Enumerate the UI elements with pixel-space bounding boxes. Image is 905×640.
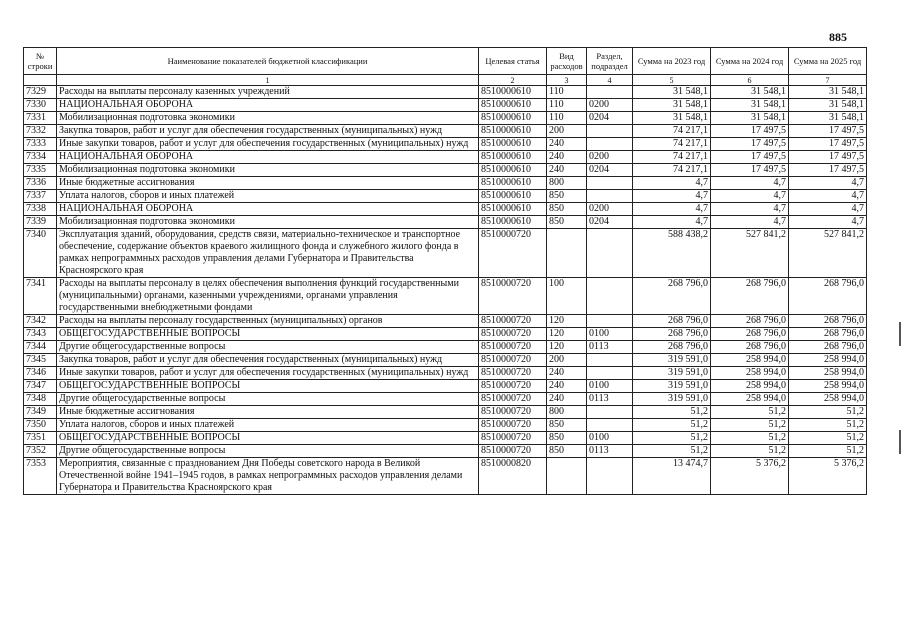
indicator-name: ОБЩЕГОСУДАРСТВЕННЫЕ ВОПРОСЫ <box>57 328 479 341</box>
amount-2025: 268 796,0 <box>789 328 867 341</box>
amount-2024: 5 376,2 <box>711 458 789 495</box>
target-article: 8510000610 <box>479 190 547 203</box>
table-row <box>24 445 867 458</box>
amount-2024: 31 548,1 <box>711 112 789 125</box>
row-number: 7341 <box>24 278 57 315</box>
amount-2024: 258 994,0 <box>711 367 789 380</box>
expense-type: 850 <box>547 190 587 203</box>
target-article: 8510000720 <box>479 380 547 393</box>
indicator-name: Иные закупки товаров, работ и услуг для обеспечения государственных (муниципальных) нужд <box>57 138 479 151</box>
amount-2024: 268 796,0 <box>711 278 789 315</box>
table-row <box>24 203 867 216</box>
row-number: 7335 <box>24 164 57 177</box>
row-number: 7353 <box>24 458 57 495</box>
section-code: 0200 <box>587 99 633 112</box>
amount-2025: 31 548,1 <box>789 86 867 99</box>
expense-type: 120 <box>547 328 587 341</box>
column-number: 4 <box>587 75 633 86</box>
table-body <box>24 86 867 495</box>
row-number: 7336 <box>24 177 57 190</box>
expense-type: 240 <box>547 138 587 151</box>
expense-type: 800 <box>547 177 587 190</box>
section-code <box>587 315 633 328</box>
amount-2025: 31 548,1 <box>789 99 867 112</box>
row-number: 7343 <box>24 328 57 341</box>
table-row <box>24 125 867 138</box>
row-number: 7346 <box>24 367 57 380</box>
amount-2023: 319 591,0 <box>633 393 711 406</box>
table-row <box>24 190 867 203</box>
section-code: 0100 <box>587 432 633 445</box>
amount-2024: 258 994,0 <box>711 354 789 367</box>
table-row <box>24 112 867 125</box>
section-code: 0100 <box>587 328 633 341</box>
row-number: 7349 <box>24 406 57 419</box>
target-article: 8510000720 <box>479 432 547 445</box>
amount-2024: 51,2 <box>711 406 789 419</box>
target-article: 8510000720 <box>479 406 547 419</box>
table-row <box>24 315 867 328</box>
indicator-name: Мобилизационная подготовка экономики <box>57 216 479 229</box>
amount-2023: 74 217,1 <box>633 138 711 151</box>
indicator-name: Закупка товаров, работ и услуг для обеспечения государственных (муниципальных) нужд <box>57 354 479 367</box>
row-number: 7334 <box>24 151 57 164</box>
section-code <box>587 190 633 203</box>
target-article: 8510000610 <box>479 216 547 229</box>
amount-2025: 527 841,2 <box>789 229 867 278</box>
section-code <box>587 458 633 495</box>
table-row <box>24 229 867 278</box>
section-code: 0204 <box>587 216 633 229</box>
indicator-name: Другие общегосударственные вопросы <box>57 341 479 354</box>
expense-type <box>547 458 587 495</box>
header-section: Раздел, подраздел <box>587 48 633 75</box>
amount-2025: 51,2 <box>789 432 867 445</box>
amount-2023: 31 548,1 <box>633 86 711 99</box>
expense-type: 120 <box>547 341 587 354</box>
amount-2024: 4,7 <box>711 216 789 229</box>
amount-2025: 4,7 <box>789 177 867 190</box>
section-code <box>587 229 633 278</box>
expense-type: 110 <box>547 112 587 125</box>
target-article: 8510000820 <box>479 458 547 495</box>
table-row <box>24 216 867 229</box>
indicator-name: Другие общегосударственные вопросы <box>57 445 479 458</box>
expense-type: 240 <box>547 164 587 177</box>
header-2024: Сумма на 2024 год <box>711 48 789 75</box>
table-row <box>24 419 867 432</box>
header-2023: Сумма на 2023 год <box>633 48 711 75</box>
column-number: 6 <box>711 75 789 86</box>
indicator-name: Мобилизационная подготовка экономики <box>57 112 479 125</box>
row-number: 7350 <box>24 419 57 432</box>
amount-2025: 51,2 <box>789 419 867 432</box>
table-row <box>24 432 867 445</box>
section-code <box>587 86 633 99</box>
row-number: 7339 <box>24 216 57 229</box>
expense-type: 240 <box>547 151 587 164</box>
table-row <box>24 138 867 151</box>
amount-2023: 13 474,7 <box>633 458 711 495</box>
expense-type: 200 <box>547 125 587 138</box>
section-code <box>587 125 633 138</box>
amount-2025: 258 994,0 <box>789 380 867 393</box>
target-article: 8510000720 <box>479 354 547 367</box>
table-row <box>24 393 867 406</box>
amount-2024: 268 796,0 <box>711 341 789 354</box>
expense-type: 240 <box>547 380 587 393</box>
indicator-name: Расходы на выплаты персоналу казенных учреждений <box>57 86 479 99</box>
amount-2025: 5 376,2 <box>789 458 867 495</box>
target-article: 8510000720 <box>479 328 547 341</box>
amount-2023: 31 548,1 <box>633 99 711 112</box>
indicator-name: Расходы на выплаты персоналу в целях обеспечения выполнения функций государственными (муниципальными) органами, казенными учреждениями, органами управления государственными внебюджетными фондами <box>57 278 479 315</box>
amount-2025: 258 994,0 <box>789 354 867 367</box>
amount-2025: 4,7 <box>789 203 867 216</box>
section-code: 0204 <box>587 112 633 125</box>
expense-type: 200 <box>547 354 587 367</box>
column-number: 7 <box>789 75 867 86</box>
column-number-row <box>24 75 867 86</box>
header-2025: Сумма на 2025 год <box>789 48 867 75</box>
amount-2023: 4,7 <box>633 203 711 216</box>
header-target: Целевая статья <box>479 48 547 75</box>
amount-2024: 4,7 <box>711 203 789 216</box>
target-article: 8510000720 <box>479 393 547 406</box>
expense-type: 120 <box>547 315 587 328</box>
amount-2024: 17 497,5 <box>711 138 789 151</box>
expense-type: 110 <box>547 99 587 112</box>
section-code: 0113 <box>587 341 633 354</box>
row-number: 7331 <box>24 112 57 125</box>
amount-2023: 268 796,0 <box>633 341 711 354</box>
target-article: 8510000720 <box>479 229 547 278</box>
row-number: 7337 <box>24 190 57 203</box>
target-article: 8510000720 <box>479 315 547 328</box>
amount-2025: 31 548,1 <box>789 112 867 125</box>
amount-2024: 17 497,5 <box>711 164 789 177</box>
section-code <box>587 278 633 315</box>
amount-2025: 268 796,0 <box>789 315 867 328</box>
indicator-name: ОБЩЕГОСУДАРСТВЕННЫЕ ВОПРОСЫ <box>57 432 479 445</box>
row-number: 7333 <box>24 138 57 151</box>
amount-2023: 588 438,2 <box>633 229 711 278</box>
page-number: 885 <box>829 30 847 44</box>
amount-2024: 31 548,1 <box>711 99 789 112</box>
amount-2025: 17 497,5 <box>789 125 867 138</box>
target-article: 8510000610 <box>479 99 547 112</box>
indicator-name: НАЦИОНАЛЬНАЯ ОБОРОНА <box>57 99 479 112</box>
amount-2023: 74 217,1 <box>633 151 711 164</box>
amount-2024: 51,2 <box>711 432 789 445</box>
amount-2023: 51,2 <box>633 406 711 419</box>
amount-2023: 4,7 <box>633 177 711 190</box>
section-code <box>587 354 633 367</box>
header-row <box>24 48 867 75</box>
amount-2024: 268 796,0 <box>711 315 789 328</box>
row-number: 7344 <box>24 341 57 354</box>
indicator-name: Иные бюджетные ассигнования <box>57 406 479 419</box>
section-code: 0200 <box>587 203 633 216</box>
column-number <box>24 75 57 86</box>
row-number: 7342 <box>24 315 57 328</box>
amount-2025: 268 796,0 <box>789 341 867 354</box>
expense-type: 800 <box>547 406 587 419</box>
indicator-name: Эксплуатация зданий, оборудования, средств связи, материально-техническое и транспортное обеспечение, содержание объектов краевого жилищного фонда и служебного жилого фонда в рамках непрограммных расходов управления делами Губернатора и Правительства Красноярского края <box>57 229 479 278</box>
indicator-name: Иные бюджетные ассигнования <box>57 177 479 190</box>
amount-2023: 51,2 <box>633 445 711 458</box>
amount-2024: 527 841,2 <box>711 229 789 278</box>
indicator-name: Мероприятия, связанные с празднованием Дня Победы советского народа в Великой Отечественной войне 1941–1945 годов, в рамках непрограммных расходов управления делами Губернатора и Правительства Красноярского края <box>57 458 479 495</box>
amount-2024: 4,7 <box>711 190 789 203</box>
expense-type: 100 <box>547 278 587 315</box>
amount-2025: 4,7 <box>789 216 867 229</box>
amount-2024: 51,2 <box>711 419 789 432</box>
indicator-name: ОБЩЕГОСУДАРСТВЕННЫЕ ВОПРОСЫ <box>57 380 479 393</box>
row-number: 7340 <box>24 229 57 278</box>
amount-2023: 51,2 <box>633 432 711 445</box>
header-expense: Вид расходов <box>547 48 587 75</box>
indicator-name: НАЦИОНАЛЬНАЯ ОБОРОНА <box>57 151 479 164</box>
scan-edge-mark <box>899 430 901 454</box>
header-row-no: № строки <box>24 48 57 75</box>
table-row <box>24 458 867 495</box>
row-number: 7351 <box>24 432 57 445</box>
table-row <box>24 341 867 354</box>
header-name: Наименование показателей бюджетной классификации <box>57 48 479 75</box>
target-article: 8510000610 <box>479 203 547 216</box>
row-number: 7332 <box>24 125 57 138</box>
expense-type: 240 <box>547 367 587 380</box>
section-code: 0100 <box>587 380 633 393</box>
amount-2023: 319 591,0 <box>633 354 711 367</box>
target-article: 8510000610 <box>479 177 547 190</box>
amount-2025: 17 497,5 <box>789 151 867 164</box>
amount-2025: 268 796,0 <box>789 278 867 315</box>
section-code: 0113 <box>587 393 633 406</box>
indicator-name: Иные закупки товаров, работ и услуг для обеспечения государственных (муниципальных) нужд <box>57 367 479 380</box>
column-number: 2 <box>479 75 547 86</box>
table-row <box>24 278 867 315</box>
expense-type: 850 <box>547 445 587 458</box>
indicator-name: Закупка товаров, работ и услуг для обеспечения государственных (муниципальных) нужд <box>57 125 479 138</box>
amount-2024: 4,7 <box>711 177 789 190</box>
amount-2023: 4,7 <box>633 216 711 229</box>
section-code <box>587 367 633 380</box>
amount-2023: 268 796,0 <box>633 328 711 341</box>
column-number: 5 <box>633 75 711 86</box>
target-article: 8510000610 <box>479 112 547 125</box>
amount-2024: 258 994,0 <box>711 393 789 406</box>
table-row <box>24 177 867 190</box>
section-code: 0204 <box>587 164 633 177</box>
expense-type: 850 <box>547 203 587 216</box>
amount-2024: 17 497,5 <box>711 125 789 138</box>
budget-table <box>23 47 867 495</box>
column-number: 3 <box>547 75 587 86</box>
target-article: 8510000610 <box>479 138 547 151</box>
section-code: 0113 <box>587 445 633 458</box>
row-number: 7348 <box>24 393 57 406</box>
indicator-name: НАЦИОНАЛЬНАЯ ОБОРОНА <box>57 203 479 216</box>
section-code <box>587 419 633 432</box>
amount-2025: 4,7 <box>789 190 867 203</box>
amount-2024: 17 497,5 <box>711 151 789 164</box>
expense-type: 110 <box>547 86 587 99</box>
indicator-name: Расходы на выплаты персоналу государственных (муниципальных) органов <box>57 315 479 328</box>
scan-edge-mark <box>899 322 901 346</box>
amount-2023: 319 591,0 <box>633 367 711 380</box>
indicator-name: Уплата налогов, сборов и иных платежей <box>57 190 479 203</box>
table-row <box>24 164 867 177</box>
expense-type: 240 <box>547 393 587 406</box>
expense-type <box>547 229 587 278</box>
row-number: 7338 <box>24 203 57 216</box>
row-number: 7329 <box>24 86 57 99</box>
row-number: 7352 <box>24 445 57 458</box>
amount-2023: 268 796,0 <box>633 278 711 315</box>
target-article: 8510000610 <box>479 164 547 177</box>
target-article: 8510000720 <box>479 341 547 354</box>
amount-2025: 51,2 <box>789 406 867 419</box>
table-row <box>24 151 867 164</box>
amount-2023: 4,7 <box>633 190 711 203</box>
indicator-name: Мобилизационная подготовка экономики <box>57 164 479 177</box>
table-row <box>24 406 867 419</box>
amount-2025: 51,2 <box>789 445 867 458</box>
target-article: 8510000610 <box>479 151 547 164</box>
indicator-name: Уплата налогов, сборов и иных платежей <box>57 419 479 432</box>
table-row <box>24 328 867 341</box>
row-number: 7345 <box>24 354 57 367</box>
column-number: 1 <box>57 75 479 86</box>
amount-2023: 319 591,0 <box>633 380 711 393</box>
expense-type: 850 <box>547 432 587 445</box>
amount-2023: 51,2 <box>633 419 711 432</box>
section-code <box>587 138 633 151</box>
target-article: 8510000610 <box>479 86 547 99</box>
target-article: 8510000720 <box>479 367 547 380</box>
section-code: 0200 <box>587 151 633 164</box>
table-row <box>24 380 867 393</box>
table-row <box>24 99 867 112</box>
amount-2023: 74 217,1 <box>633 125 711 138</box>
target-article: 8510000720 <box>479 278 547 315</box>
row-number: 7347 <box>24 380 57 393</box>
target-article: 8510000720 <box>479 445 547 458</box>
amount-2024: 268 796,0 <box>711 328 789 341</box>
amount-2025: 258 994,0 <box>789 367 867 380</box>
section-code <box>587 177 633 190</box>
amount-2024: 258 994,0 <box>711 380 789 393</box>
table-row <box>24 367 867 380</box>
amount-2024: 51,2 <box>711 445 789 458</box>
expense-type: 850 <box>547 216 587 229</box>
amount-2023: 268 796,0 <box>633 315 711 328</box>
amount-2025: 258 994,0 <box>789 393 867 406</box>
amount-2023: 74 217,1 <box>633 164 711 177</box>
amount-2023: 31 548,1 <box>633 112 711 125</box>
amount-2024: 31 548,1 <box>711 86 789 99</box>
table-row <box>24 86 867 99</box>
amount-2025: 17 497,5 <box>789 164 867 177</box>
indicator-name: Другие общегосударственные вопросы <box>57 393 479 406</box>
expense-type: 850 <box>547 419 587 432</box>
section-code <box>587 406 633 419</box>
amount-2025: 17 497,5 <box>789 138 867 151</box>
target-article: 8510000720 <box>479 419 547 432</box>
table-row <box>24 354 867 367</box>
target-article: 8510000610 <box>479 125 547 138</box>
row-number: 7330 <box>24 99 57 112</box>
